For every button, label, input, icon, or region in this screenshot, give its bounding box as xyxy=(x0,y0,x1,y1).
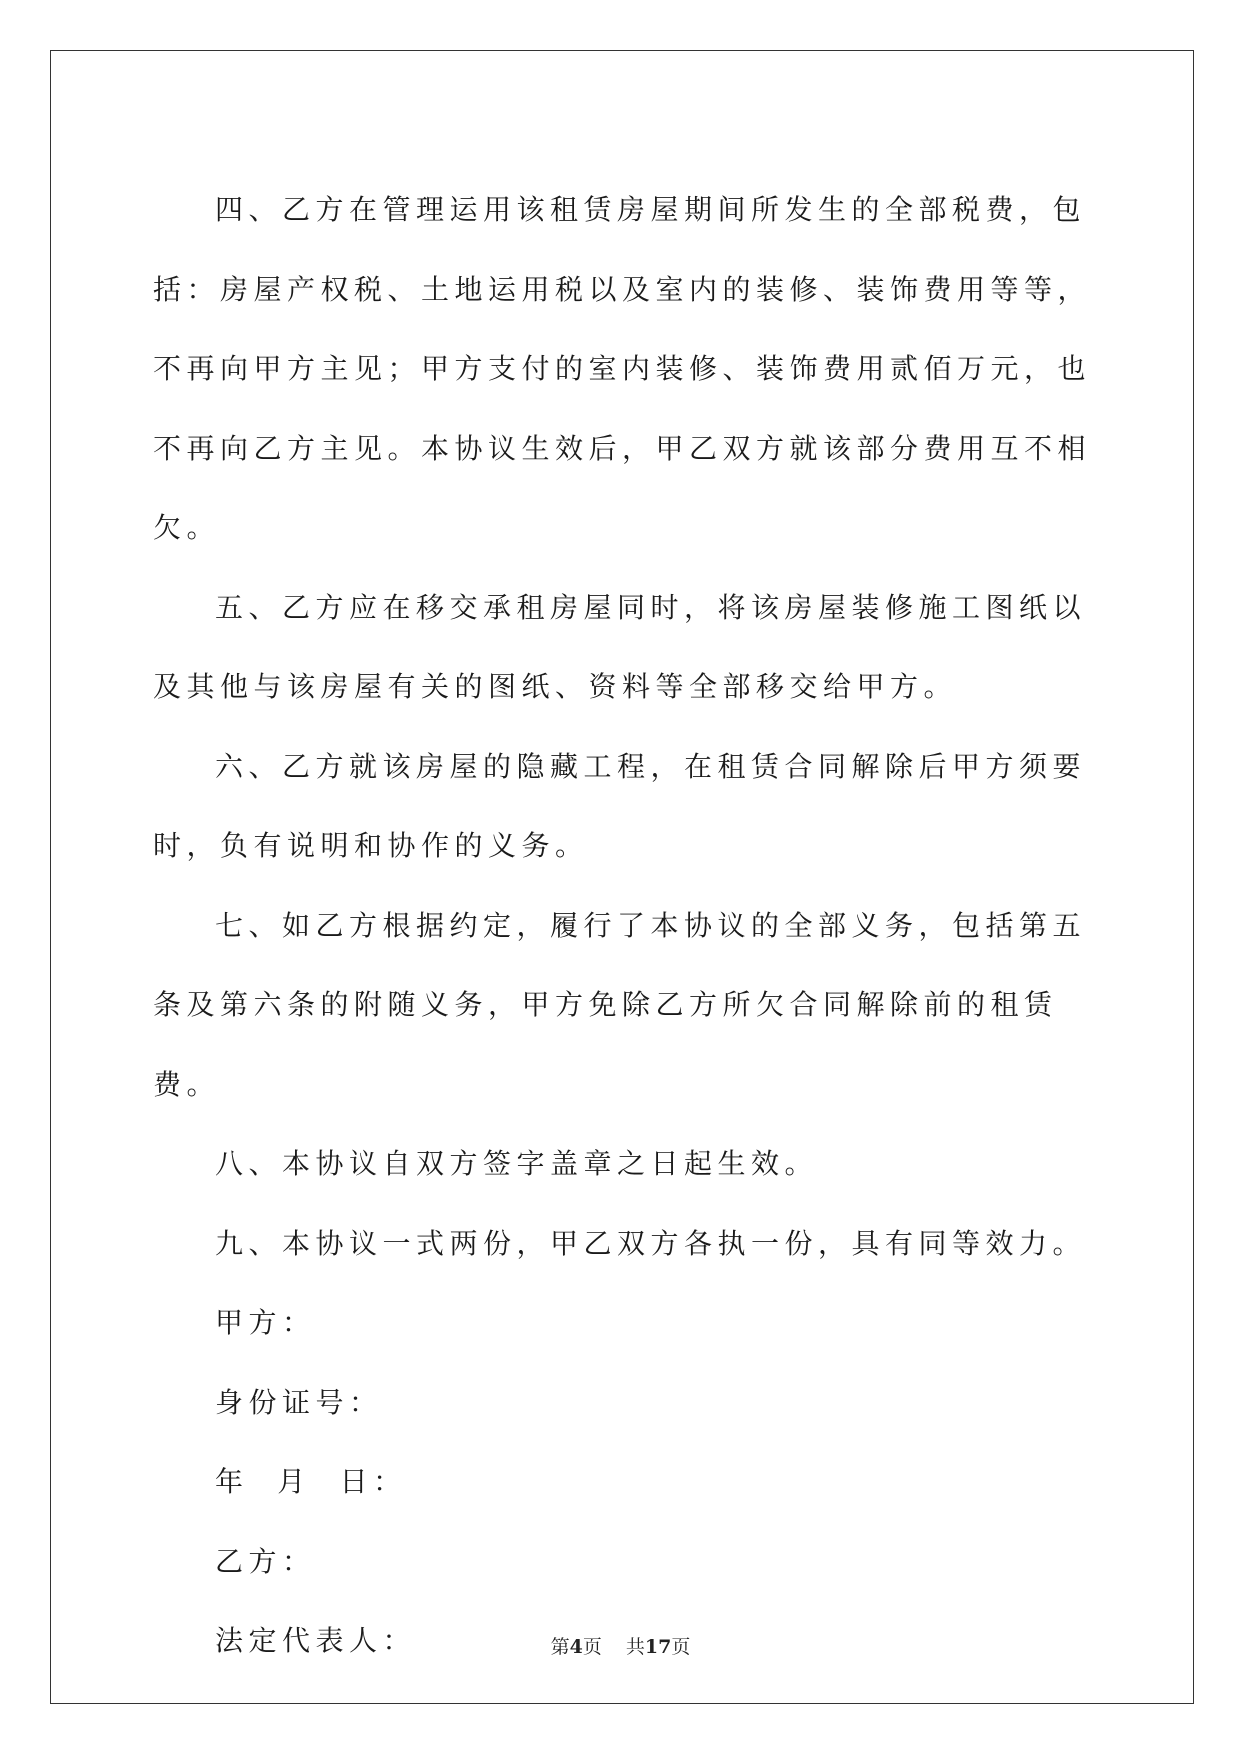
page-footer xyxy=(0,1632,1241,1659)
page-prefix: 第 xyxy=(550,1636,570,1658)
total-suffix: 页 xyxy=(671,1636,691,1658)
signature-legal-rep: 法定代表人： xyxy=(215,1624,417,1657)
clause-8: 八、本协议自双方签字盖章之日起生效。 xyxy=(215,1147,819,1180)
clause-5: 五、乙方应在移交承租房屋同时，将该房屋装修施工图纸以及其他与该房屋有关的图纸、资料等全部移交给甲方。 xyxy=(153,590,1087,703)
total-prefix: 共 xyxy=(625,1636,645,1658)
clause-6: 六、乙方就该房屋的隐藏工程，在租赁合同解除后甲方须要时，负有说明和协作的义务。 xyxy=(153,749,1087,862)
document-body xyxy=(153,170,1093,1681)
signature-date: 年 月 日： xyxy=(215,1465,407,1498)
clause-9: 九、本协议一式两份，甲乙双方各执一份，具有同等效力。 xyxy=(215,1226,1087,1260)
page-number: 4 xyxy=(569,1636,583,1658)
signature-party-b: 乙方： xyxy=(215,1544,316,1578)
signature-id-number: 身份证号： xyxy=(215,1385,383,1419)
total-pages: 17 xyxy=(644,1636,672,1658)
signature-party-a: 甲方： xyxy=(215,1306,316,1339)
clause-7: 七、如乙方根据约定，履行了本协议的全部义务，包括第五条及第六条的附随义务，甲方免除乙方所欠合同解除前的租赁费。 xyxy=(153,908,1087,1101)
page-suffix: 页 xyxy=(582,1636,602,1658)
clause-4: 四、乙方在管理运用该租赁房屋期间所发生的全部税费，包括：房屋产权税、土地运用税以及室内的装修、装饰费用等等，不再向甲方主见；甲方支付的室内装修、装饰费用贰佰万元，也不再向乙方主见。本协议生效后，甲乙双方就该部分费用互不相欠。 xyxy=(153,193,1092,544)
